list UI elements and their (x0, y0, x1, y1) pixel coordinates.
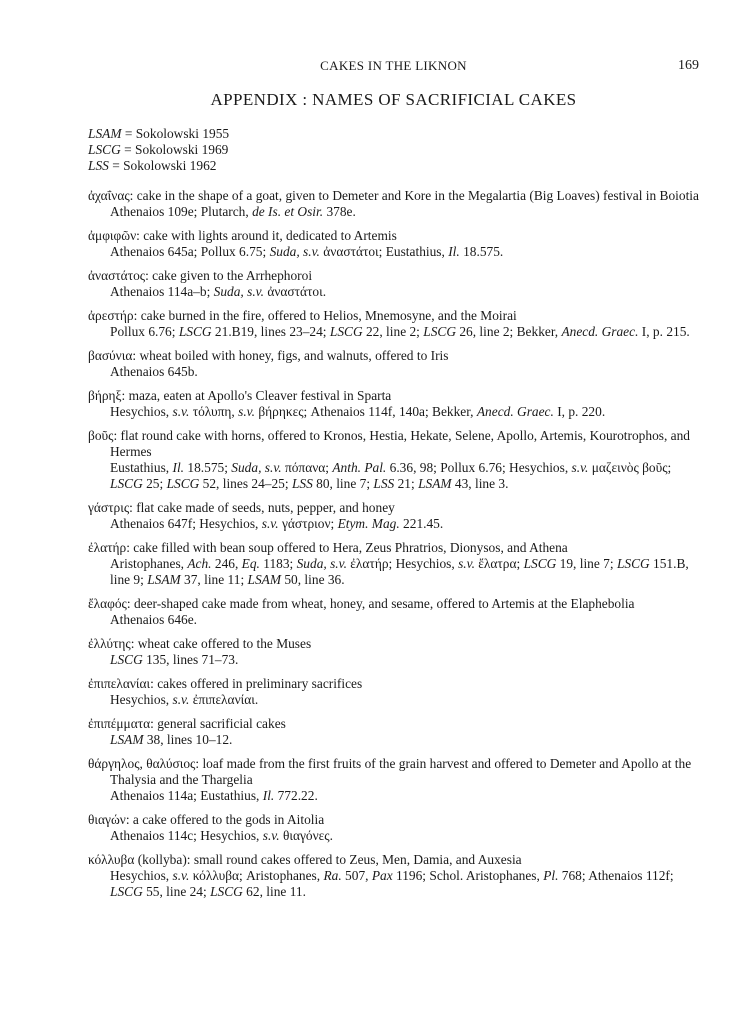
source-segment: Hesychios, (110, 692, 173, 707)
entry-definition-line: γάστρις: flat cake made of seeds, nuts, pepper, and honey (88, 500, 395, 515)
source-segment: Athenaios 645b. (110, 364, 198, 379)
source-segment: 507, (341, 868, 372, 883)
abbreviation-expansion: = Sokolowski 1955 (121, 126, 230, 141)
glossary-entry (88, 348, 699, 380)
source-segment: LSCG (616, 556, 650, 571)
source-segment: s.v. (571, 460, 589, 475)
entry-term: βοῦς (88, 428, 114, 443)
source-segment: 55, line 24; (142, 884, 211, 899)
entry-definition-line: ἀρεστήρ: cake burned in the fire, offered to Helios, Mnemosyne, and the Moirai (88, 308, 517, 323)
source-segment: Anth. Pal. (332, 460, 387, 475)
source-segment: Eustathius, (110, 460, 173, 475)
entry-definition: a cake offered to the gods in Aitolia (132, 812, 325, 827)
source-segment: 19, line 7; (556, 556, 617, 571)
entry-sources (88, 868, 699, 900)
abbreviation-list (88, 126, 699, 174)
source-segment: ἐλατήρ; Hesychios, (346, 556, 459, 571)
entry-sources (88, 284, 699, 300)
entry-sources (88, 324, 699, 340)
source-segment: μαζεινὸς βοῦς; (588, 460, 672, 475)
entry-definition-line: ἀχαΐνας: cake in the shape of a goat, given to Demeter and Kore in the Megalartia (Big Loaves) festival in Boiotia (88, 188, 699, 203)
glossary-entry (88, 540, 699, 588)
source-segment: 43, line 3. (451, 476, 509, 491)
entry-definition: cake filled with bean soup offered to Hera, Zeus Phratrios, Dionysos, and Athena (133, 540, 568, 555)
source-segment: LSCG (329, 324, 363, 339)
source-segment: 37, line 11; (180, 572, 248, 587)
source-segment: 18.575; (184, 460, 232, 475)
source-segment: ἀναστάτοι. (263, 284, 327, 299)
source-segment: 52, lines 24–25; (199, 476, 292, 491)
source-segment: Ach. (187, 556, 212, 571)
source-segment: s.v. (172, 692, 190, 707)
source-segment: ἔλατρα; (474, 556, 524, 571)
entry-term: ἐλλύτης (88, 636, 131, 651)
abbreviation-term: LSCG (88, 142, 121, 157)
source-segment: ἐπιπελανίαι. (189, 692, 259, 707)
source-segment: s.v. (172, 404, 190, 419)
source-segment: Suda, s.v. (296, 556, 347, 571)
entry-term: ἀναστάτος (88, 268, 146, 283)
source-segment: 151.B, line 9; (110, 556, 689, 587)
entry-definition: flat cake made of seeds, nuts, pepper, and honey (136, 500, 395, 515)
source-segment: γάστριον; (278, 516, 338, 531)
entry-definition: deer-shaped cake made from wheat, honey, and sesame, offered to Artemis at the Elaphebolia (133, 596, 635, 611)
source-segment: κόλλυβα; Aristophanes, (189, 868, 324, 883)
entry-definition-line: βοῦς: flat round cake with horns, offered to Kronos, Hestia, Hekate, Selene, Apollo, Artemis, Kourotrophos, and Hermes (88, 428, 691, 459)
entry-sources (88, 652, 699, 668)
abbreviation-expansion: = Sokolowski 1962 (108, 158, 217, 173)
glossary-entry (88, 500, 699, 532)
entry-sources (88, 204, 699, 220)
source-segment: LSS (291, 476, 313, 491)
source-segment: Aristophanes, (110, 556, 188, 571)
glossary-entry (88, 188, 699, 220)
source-segment: 378e. (323, 204, 356, 219)
entry-term: βήρηξ (88, 388, 122, 403)
source-segment: LSCG (110, 476, 143, 491)
entry-term: ἐπιπέμματα (88, 716, 151, 731)
source-segment: 18.575. (459, 244, 504, 259)
entry-definition: loaf made from the first fruits of the grain harvest and offered to Demeter and Apollo at the Thalysia and the Thargelia (110, 756, 692, 787)
source-segment: LSCG (110, 652, 143, 667)
entry-definition: wheat cake offered to the Muses (137, 636, 312, 651)
entry-definition: cake with lights around it, dedicated to Artemis (143, 228, 397, 243)
source-segment: Suda, s.v. (231, 460, 282, 475)
source-segment: τόλυπη, (189, 404, 239, 419)
source-segment: LSCG (178, 324, 212, 339)
source-segment: Anecd. Graec. (561, 324, 639, 339)
source-segment: LSAM (110, 732, 144, 747)
entry-definition: small round cakes offered to Zeus, Men, Damia, and Auxesia (193, 852, 522, 867)
source-segment: βήρηκες; Athenaios 114f, 140a; Bekker, (254, 404, 477, 419)
source-segment: 221.45. (399, 516, 444, 531)
source-segment: s.v. (172, 868, 190, 883)
source-segment: Pax (371, 868, 393, 883)
source-segment: Ra. (323, 868, 342, 883)
entry-definition-line: κόλλυβα (kollyba): small round cakes offered to Zeus, Men, Damia, and Auxesia (88, 852, 522, 867)
entry-term: ἐλατήρ (88, 540, 127, 555)
entry-definition-line: βήρηξ: maza, eaten at Apollo's Cleaver festival in Sparta (88, 388, 392, 403)
source-segment: LSS (373, 476, 395, 491)
abbreviation-expansion: = Sokolowski 1969 (120, 142, 229, 157)
source-segment: LSCG (210, 884, 243, 899)
source-segment: Hesychios, (110, 404, 173, 419)
source-segment: Athenaios 645a; Pollux 6.75; (110, 244, 270, 259)
entry-definition-line: βασύνια: wheat boiled with honey, figs, and walnuts, offered to Iris (88, 348, 449, 363)
source-segment: Athenaios 647f; Hesychios, (110, 516, 262, 531)
source-segment: LSCG (166, 476, 200, 491)
entry-definition: cake in the shape of a goat, given to Demeter and Kore in the Megalartia (Big Loaves) festival in Boiotia (136, 188, 699, 203)
entry-sources (88, 732, 699, 748)
abbreviation-term: LSS (88, 158, 109, 173)
source-segment: 772.22. (274, 788, 318, 803)
source-segment: I, p. 215. (638, 324, 690, 339)
source-segment: 25; (142, 476, 167, 491)
entry-term: ἀμφιφῶν (88, 228, 137, 243)
entry-sources (88, 612, 699, 628)
source-segment: Athenaios 114a–b; (110, 284, 214, 299)
source-segment: 38, lines 10–12. (143, 732, 233, 747)
abbreviation-line (88, 126, 699, 142)
source-segment: Anecd. Graec. (476, 404, 554, 419)
source-segment: Suda, s.v. (269, 244, 320, 259)
source-segment: I, p. 220. (553, 404, 606, 419)
entry-definition: cakes offered in preliminary sacrifices (157, 676, 363, 691)
entry-sources (88, 364, 699, 380)
source-segment: ἀναστάτοι; Eustathius, (319, 244, 449, 259)
source-segment: Athenaios 109e; Plutarch, (110, 204, 253, 219)
source-segment: 21.B19, lines 23–24; (211, 324, 330, 339)
glossary-entry (88, 676, 699, 708)
abbreviation-line (88, 158, 699, 174)
entry-definition: cake given to the Arrhephoroi (152, 268, 313, 283)
running-head (88, 58, 699, 76)
glossary-entry (88, 268, 699, 300)
abbreviation-term: LSAM (88, 126, 122, 141)
entry-definition-line: θάργηλος, θαλύσιος: loaf made from the first fruits of the grain harvest and offered to Demeter and Apollo at the Thalysia and the Thargelia (88, 756, 692, 787)
source-segment: s.v. (262, 828, 280, 843)
source-segment: 21; (394, 476, 419, 491)
source-segment: s.v. (261, 516, 279, 531)
glossary-entry (88, 228, 699, 260)
source-segment: 50, line 36. (281, 572, 345, 587)
source-segment: 246, (211, 556, 242, 571)
source-segment: s.v. (238, 404, 255, 419)
glossary-entry (88, 756, 699, 804)
glossary-entry (88, 716, 699, 748)
entry-definition-line: θιαγών: a cake offered to the gods in Aitolia (88, 812, 325, 827)
source-segment: LSCG (423, 324, 456, 339)
source-segment: 1196; Schol. Aristophanes, (392, 868, 544, 883)
entry-sources (88, 516, 699, 532)
source-segment: 22, line 2; (362, 324, 424, 339)
source-segment: Il. (448, 244, 460, 259)
source-segment: Etym. Mag. (337, 516, 400, 531)
entry-term: θάργηλος, θαλύσιος (88, 756, 196, 771)
entry-term: ἐπιπελανίαι (88, 676, 151, 691)
entry-definition-line: ἀμφιφῶν: cake with lights around it, dedicated to Artemis (88, 228, 397, 243)
glossary-entry (88, 308, 699, 340)
glossary-entry (88, 812, 699, 844)
page-number: 169 (678, 58, 699, 73)
source-segment: Pollux 6.76; (110, 324, 179, 339)
entry-sources (88, 556, 699, 588)
entry-sources (88, 244, 699, 260)
entry-definition: general sacrificial cakes (157, 716, 286, 731)
source-segment: 80, line 7; (312, 476, 374, 491)
entry-definition-line: ἐπιπέμματα: general sacrificial cakes (88, 716, 286, 731)
source-segment: Pl. (543, 868, 559, 883)
entry-sources (88, 404, 699, 420)
entry-term: ἀχαΐνας (88, 188, 130, 203)
source-segment: 768; Athenaios 112f; (558, 868, 674, 883)
source-segment: Athenaios 646e. (110, 612, 198, 627)
entry-term: βασύνια (88, 348, 133, 363)
entry-list (88, 188, 699, 908)
source-segment: Suda, s.v. (213, 284, 264, 299)
glossary-entry (88, 428, 699, 492)
source-segment: Hesychios, (110, 868, 173, 883)
source-segment: 135, lines 71–73. (142, 652, 239, 667)
source-segment: 1183; (259, 556, 297, 571)
source-segment: 6.36, 98; Pollux 6.76; Hesychios, (386, 460, 572, 475)
source-segment: Eq. (241, 556, 260, 571)
source-segment: Athenaios 114c; Hesychios, (110, 828, 263, 843)
entry-definition-line: ἔλαφός: deer-shaped cake made from wheat, honey, and sesame, offered to Artemis at the Elaphebolia (88, 596, 635, 611)
entry-sources (88, 788, 699, 804)
entry-definition-line: ἀναστάτος: cake given to the Arrhephoroi (88, 268, 313, 283)
source-segment: 62, line 11. (242, 884, 306, 899)
source-segment: Il. (262, 788, 275, 803)
entry-definition-line: ἐλλύτης: wheat cake offered to the Muses (88, 636, 312, 651)
appendix-title: APPENDIX : NAMES OF SACRIFICIAL CAKES (210, 90, 577, 109)
source-segment: πόπανα; (281, 460, 333, 475)
entry-term: θιαγών (88, 812, 126, 827)
entry-definition-line: ἐλατήρ: cake filled with bean soup offered to Hera, Zeus Phratrios, Dionysos, and Athena (88, 540, 568, 555)
source-segment: θιαγόνες. (279, 828, 333, 843)
entry-term: κόλλυβα (kollyba) (88, 852, 187, 867)
source-segment: 26, line 2; Bekker, (456, 324, 562, 339)
entry-definition: wheat boiled with honey, figs, and walnuts, offered to Iris (139, 348, 449, 363)
source-segment: Athenaios 114a; Eustathius, (110, 788, 263, 803)
glossary-entry (88, 852, 699, 900)
entry-term: ἀρεστήρ (88, 308, 134, 323)
entry-sources (88, 828, 699, 844)
glossary-entry (88, 636, 699, 668)
abbreviation-line (88, 142, 699, 158)
glossary-entry (88, 388, 699, 420)
source-segment: de Is. et Osir. (252, 204, 324, 219)
source-segment: Il. (172, 460, 185, 475)
entry-definition: maza, eaten at Apollo's Cleaver festival in Sparta (128, 388, 392, 403)
entry-sources (88, 692, 699, 708)
entry-sources (88, 460, 699, 492)
entry-term: γάστρις (88, 500, 130, 515)
source-segment: LSAM (247, 572, 281, 587)
source-segment: LSCG (523, 556, 557, 571)
source-segment: LSAM (147, 572, 181, 587)
source-segment: LSCG (110, 884, 143, 899)
source-segment: s.v. (458, 556, 475, 571)
source-segment: LSAM (418, 476, 452, 491)
entry-definition-line: ἐπιπελανίαι: cakes offered in preliminary sacrifices (88, 676, 363, 691)
entry-term: ἔλαφός (88, 596, 127, 611)
entry-definition: cake burned in the fire, offered to Helios, Mnemosyne, and the Moirai (140, 308, 517, 323)
glossary-entry (88, 596, 699, 628)
running-title: CAKES IN THE LIKNON (320, 58, 467, 73)
entry-definition: flat round cake with horns, offered to Kronos, Hestia, Hekate, Selene, Apollo, Artemis, Kourotrophos, and Hermes (110, 428, 691, 459)
